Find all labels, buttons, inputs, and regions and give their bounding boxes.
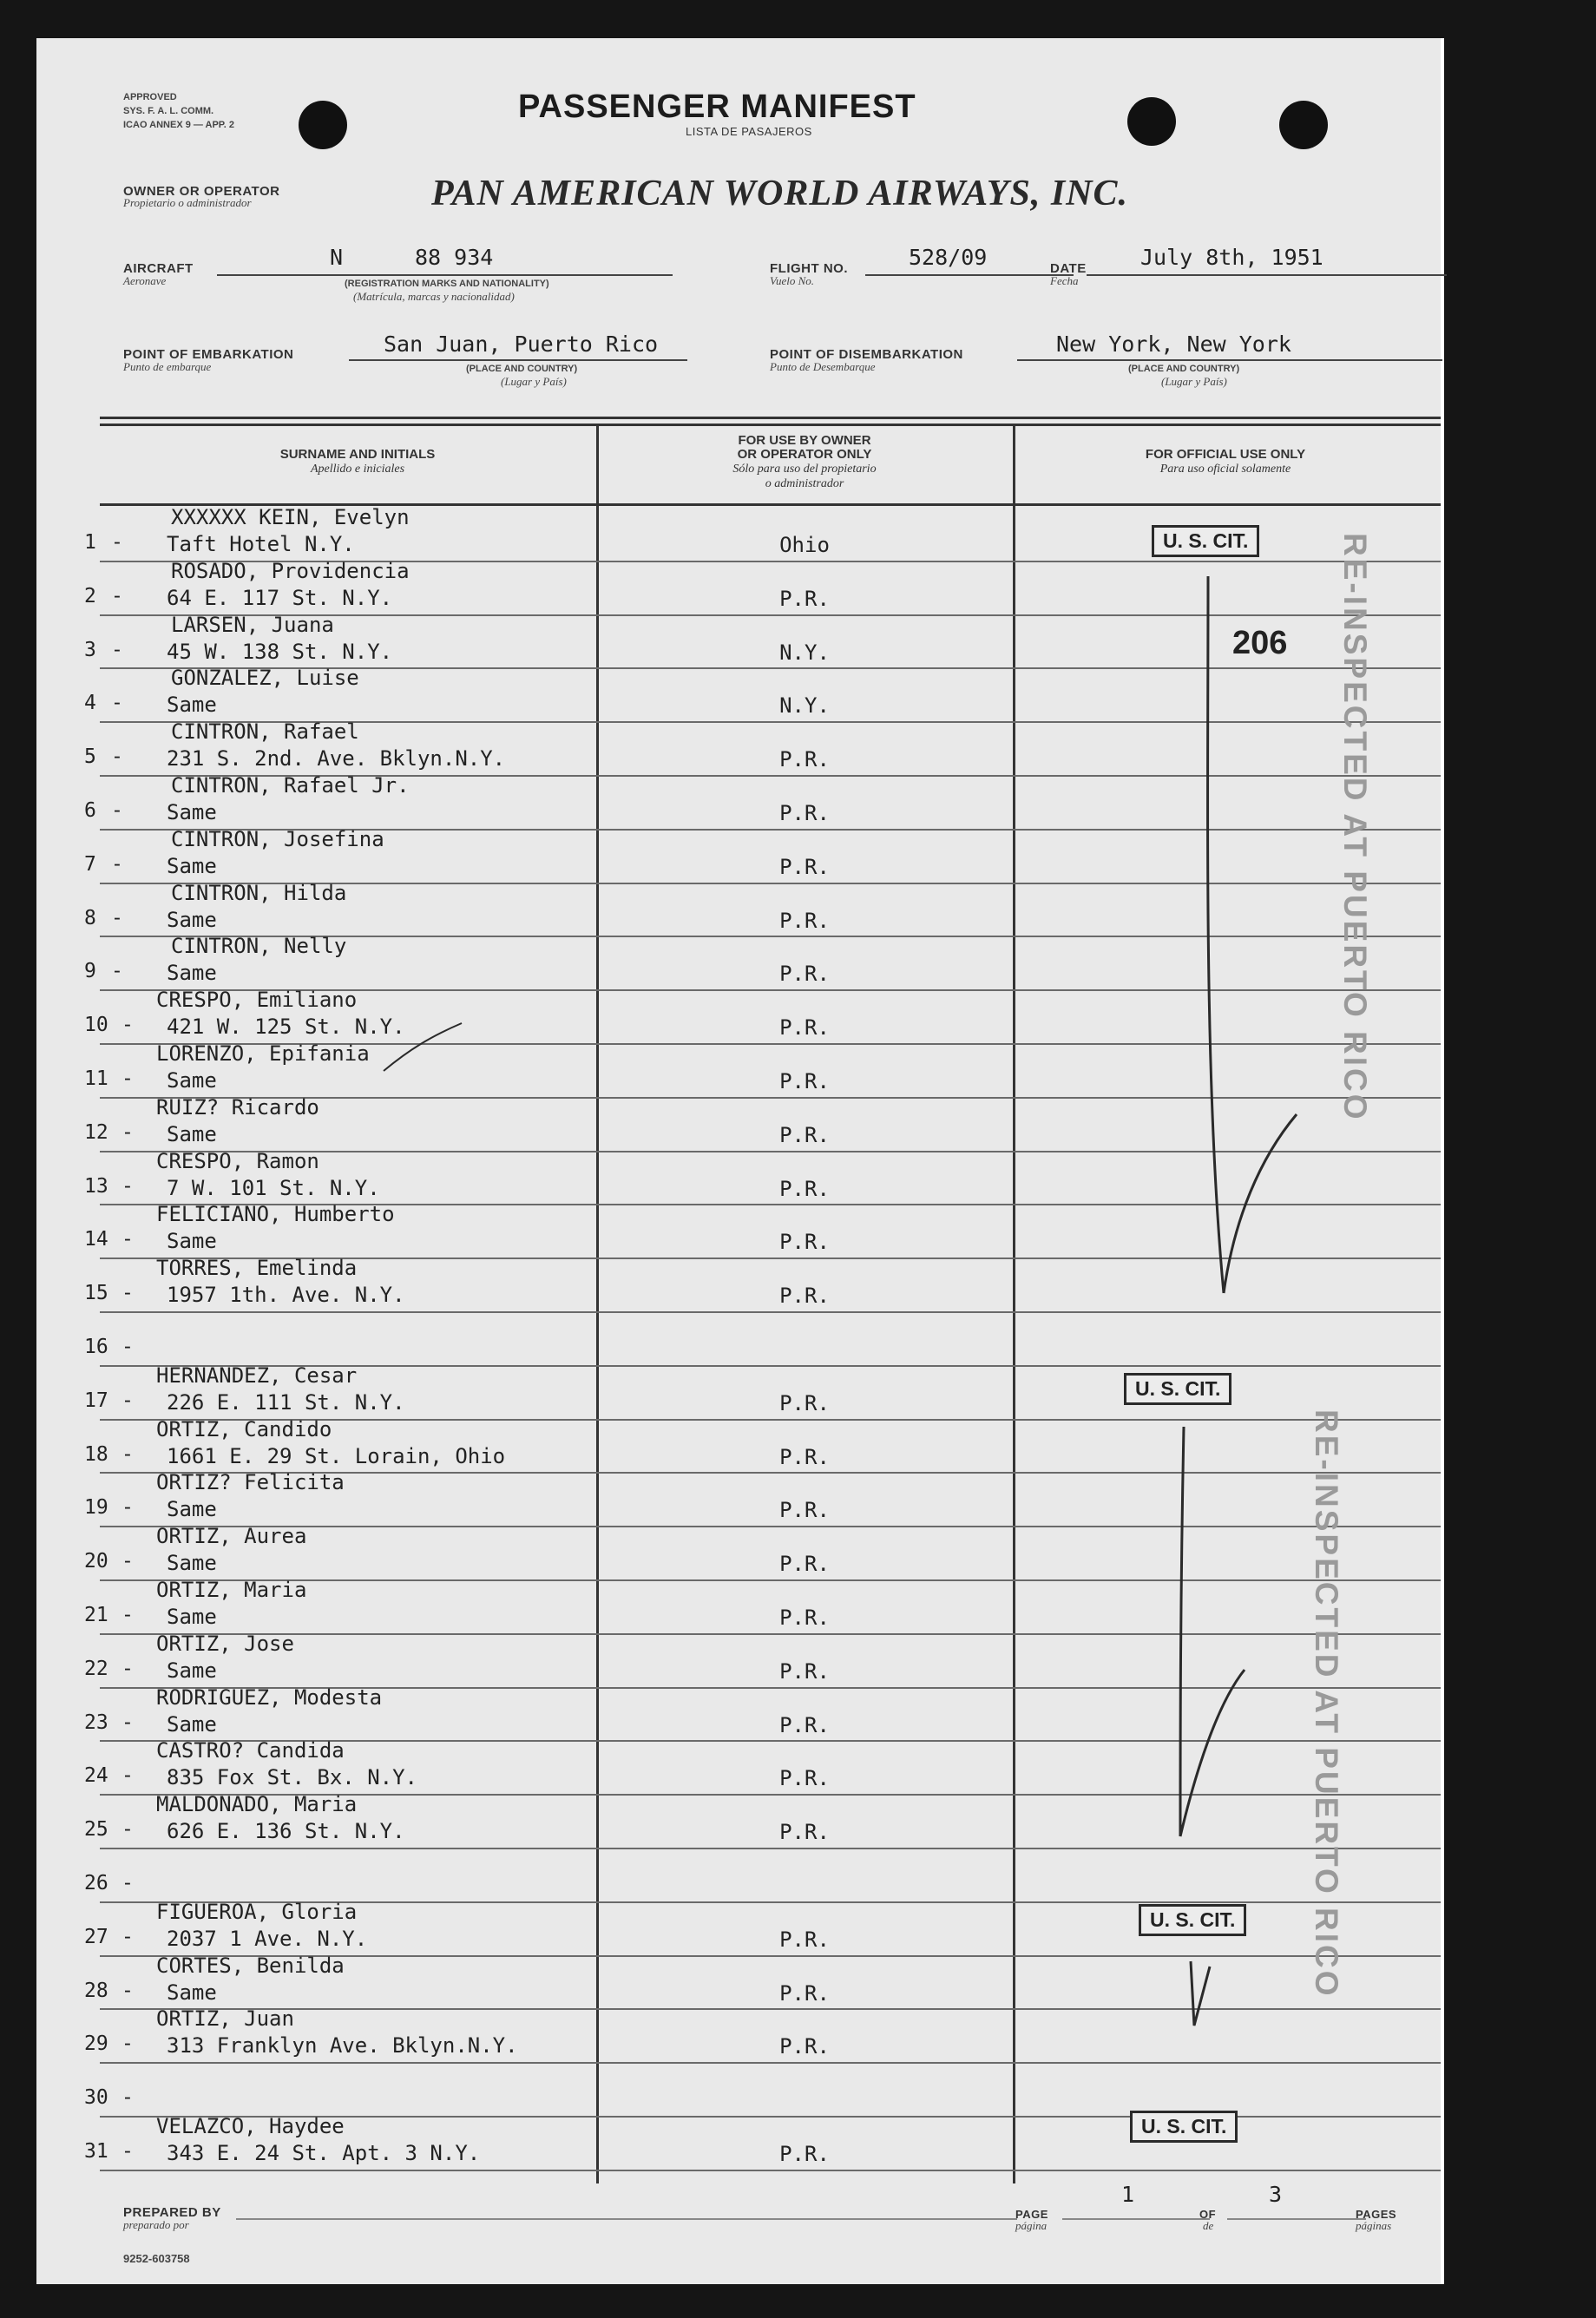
row-number-dash: - bbox=[111, 960, 123, 982]
approval-line: ICAO ANNEX 9 — APP. 2 bbox=[123, 120, 234, 130]
embark-place-sub-es: (Lugar y País) bbox=[501, 375, 567, 388]
row-number-dash: - bbox=[122, 2140, 134, 2163]
punch-hole bbox=[1127, 97, 1176, 146]
aircraft-label-es: Aeronave bbox=[123, 274, 167, 287]
destination-code: P.R. bbox=[779, 747, 830, 772]
passenger-address: 231 S. 2nd. Ave. Bklyn.N.Y. bbox=[167, 746, 506, 771]
row-number: 31 bbox=[84, 2140, 108, 2163]
passenger-name: ORTIZ, Aurea bbox=[156, 1524, 307, 1548]
approval-line: SYS. F. A. L. COMM. bbox=[123, 106, 214, 116]
passenger-row bbox=[36, 1848, 1441, 1901]
row-number-dash: - bbox=[111, 639, 123, 661]
destination-code: N.Y. bbox=[779, 693, 830, 718]
row-number: 16 bbox=[84, 1336, 108, 1358]
row-number: 15 bbox=[84, 1282, 108, 1304]
aircraft-prefix: N bbox=[330, 245, 344, 270]
row-number-dash: - bbox=[122, 2086, 134, 2109]
destination-code: P.R. bbox=[779, 1177, 830, 1201]
passenger-row bbox=[36, 2062, 1441, 2116]
pages-label-es: páginas bbox=[1356, 2219, 1392, 2232]
passenger-name: CINTRON, Rafael Jr. bbox=[171, 773, 410, 798]
row-number-dash: - bbox=[111, 585, 123, 607]
manifest-sheet bbox=[36, 38, 1444, 2284]
destination-code: P.R. bbox=[779, 1498, 830, 1522]
row-number: 9 bbox=[84, 960, 96, 982]
aircraft-label: AIRCRAFT bbox=[123, 261, 194, 276]
passenger-name: FIGUEROA, Gloria bbox=[156, 1900, 358, 1924]
disembark-label: POINT OF DISEMBARKATION bbox=[770, 347, 963, 362]
row-number: 19 bbox=[84, 1496, 108, 1519]
row-number: 18 bbox=[84, 1443, 108, 1466]
destination-code: P.R. bbox=[779, 1981, 830, 2006]
passenger-row bbox=[36, 1955, 1441, 2009]
row-number-dash: - bbox=[122, 1282, 134, 1304]
destination-code: P.R. bbox=[779, 2142, 830, 2166]
passenger-name: ROSADO, Providencia bbox=[171, 559, 410, 583]
flight-label-es: Vuelo No. bbox=[770, 274, 815, 287]
row-number-dash: - bbox=[111, 799, 123, 822]
destination-code: P.R. bbox=[779, 1123, 830, 1147]
embark-label: POINT OF EMBARKATION bbox=[123, 347, 294, 362]
us-cit-stamp: U. S. CIT. bbox=[1124, 1373, 1231, 1405]
destination-code: P.R. bbox=[779, 1713, 830, 1737]
passenger-name: ORTIZ, Candido bbox=[156, 1417, 332, 1441]
passenger-address: Same bbox=[167, 1658, 217, 1683]
passenger-row bbox=[36, 829, 1441, 883]
row-number: 27 bbox=[84, 1926, 108, 1948]
flight-value: 528/09 bbox=[909, 245, 988, 270]
destination-code: Ohio bbox=[779, 533, 830, 557]
passenger-name: ORTIZ, Juan bbox=[156, 2006, 294, 2031]
row-number-dash: - bbox=[122, 1550, 134, 1573]
destination-code: P.R. bbox=[779, 1391, 830, 1415]
passenger-row bbox=[36, 667, 1441, 721]
row-number: 24 bbox=[84, 1764, 108, 1787]
of-label-es: de bbox=[1203, 2219, 1214, 2232]
row-number: 13 bbox=[84, 1175, 108, 1198]
passenger-row bbox=[36, 1204, 1441, 1257]
reinspected-stamp: RE-INSPECTED AT PUERTO RICO bbox=[1309, 1409, 1344, 1999]
passenger-address: Same bbox=[167, 908, 217, 932]
destination-code: P.R. bbox=[779, 2034, 830, 2059]
passenger-name: LARSEN, Juana bbox=[171, 613, 334, 637]
passenger-address: 1957 1th. Ave. N.Y. bbox=[167, 1283, 405, 1307]
passenger-row bbox=[36, 1794, 1441, 1848]
disembark-value: New York, New York bbox=[1056, 332, 1291, 357]
form-code: 9252-603758 bbox=[123, 2252, 190, 2265]
passenger-address: Same bbox=[167, 1551, 217, 1575]
passenger-address: Same bbox=[167, 961, 217, 985]
row-number-dash: - bbox=[122, 1496, 134, 1519]
passenger-row bbox=[36, 1151, 1441, 1205]
row-number: 17 bbox=[84, 1389, 108, 1412]
destination-code: P.R. bbox=[779, 1445, 830, 1469]
passenger-address: 2037 1 Ave. N.Y. bbox=[167, 1927, 368, 1951]
aircraft-sub: (REGISTRATION MARKS AND NATIONALITY) bbox=[345, 279, 549, 289]
row-number-dash: - bbox=[122, 1228, 134, 1251]
passenger-address: 626 E. 136 St. N.Y. bbox=[167, 1819, 405, 1843]
row-number: 20 bbox=[84, 1550, 108, 1573]
passenger-name: RODRIGUEZ, Modesta bbox=[156, 1685, 383, 1710]
page-subtitle: LISTA DE PASAJEROS bbox=[686, 125, 812, 138]
row-number: 6 bbox=[84, 799, 96, 822]
row-rule bbox=[100, 2170, 1441, 2171]
row-number-dash: - bbox=[122, 1658, 134, 1680]
row-number: 7 bbox=[84, 853, 96, 876]
row-number-dash: - bbox=[122, 1711, 134, 1734]
row-number: 21 bbox=[84, 1604, 108, 1626]
page-label-es: página bbox=[1015, 2219, 1048, 2232]
destination-code: P.R. bbox=[779, 909, 830, 933]
passenger-address: 835 Fox St. Bx. N.Y. bbox=[167, 1765, 417, 1789]
approval-line: APPROVED bbox=[123, 92, 177, 102]
passenger-name: CORTES, Benilda bbox=[156, 1954, 345, 1978]
passenger-name: TORRES, Emelinda bbox=[156, 1256, 358, 1280]
page-title: PASSENGER MANIFEST bbox=[518, 89, 916, 125]
passenger-name: CRESPO, Ramon bbox=[156, 1149, 319, 1173]
passenger-name: RUIZ? Ricardo bbox=[156, 1095, 319, 1120]
row-number-dash: - bbox=[111, 692, 123, 714]
row-number-dash: - bbox=[122, 1014, 134, 1036]
passenger-name: LORENZO, Epifania bbox=[156, 1041, 370, 1066]
passenger-row bbox=[36, 1633, 1441, 1687]
passenger-name: GONZALEZ, Luise bbox=[171, 666, 359, 690]
row-number: 23 bbox=[84, 1711, 108, 1734]
reinspected-stamp: RE-INSPECTED AT PUERTO RICO bbox=[1337, 533, 1373, 1122]
passenger-row bbox=[36, 561, 1441, 614]
destination-code: P.R. bbox=[779, 1069, 830, 1093]
disembark-place-sub-es: (Lugar y País) bbox=[1161, 375, 1227, 388]
destination-code: P.R. bbox=[779, 801, 830, 825]
row-number-dash: - bbox=[122, 1872, 134, 1894]
row-number: 30 bbox=[84, 2086, 108, 2109]
row-number: 12 bbox=[84, 1121, 108, 1144]
embark-value: San Juan, Puerto Rico bbox=[384, 332, 659, 357]
passenger-name: CINTRON, Josefina bbox=[171, 827, 384, 851]
owner-label: OWNER OR OPERATOR bbox=[123, 184, 280, 199]
destination-code: P.R. bbox=[779, 587, 830, 611]
row-number-dash: - bbox=[122, 1764, 134, 1787]
date-value: July 8th, 1951 bbox=[1140, 245, 1323, 270]
punch-hole bbox=[299, 101, 347, 149]
destination-code: P.R. bbox=[779, 1230, 830, 1254]
column-header-surname: SURNAME AND INITIALS Apellido e iniciales bbox=[279, 447, 436, 476]
passenger-name: CASTRO? Candida bbox=[156, 1738, 345, 1763]
us-cit-stamp: U. S. CIT. bbox=[1139, 1904, 1246, 1936]
passenger-name: CINTRON, Hilda bbox=[171, 881, 347, 905]
row-number-dash: - bbox=[122, 1443, 134, 1466]
row-number: 10 bbox=[84, 1014, 108, 1036]
passenger-row bbox=[36, 883, 1441, 936]
passenger-address: Same bbox=[167, 1712, 217, 1737]
passenger-row bbox=[36, 1740, 1441, 1794]
passenger-row bbox=[36, 1419, 1441, 1473]
destination-code: P.R. bbox=[779, 1766, 830, 1790]
row-number: 1 bbox=[84, 531, 96, 554]
passenger-address: Same bbox=[167, 693, 217, 717]
row-number-dash: - bbox=[122, 1818, 134, 1841]
column-header-official-use: FOR OFFICIAL USE ONLY Para uso oficial solamente bbox=[1145, 447, 1306, 476]
passenger-name: ORTIZ, Jose bbox=[156, 1632, 294, 1656]
passenger-name: CINTRON, Rafael bbox=[171, 719, 359, 744]
passenger-row bbox=[36, 1687, 1441, 1741]
row-number: 2 bbox=[84, 585, 96, 607]
row-number: 26 bbox=[84, 1872, 108, 1894]
page-value: 1 bbox=[1121, 2182, 1135, 2207]
flight-label: FLIGHT NO. bbox=[770, 261, 848, 276]
passenger-row bbox=[36, 2008, 1441, 2062]
passenger-name: ORTIZ, Maria bbox=[156, 1578, 307, 1602]
passenger-row bbox=[36, 1043, 1441, 1097]
page-label: PAGE bbox=[1015, 2208, 1048, 2221]
passenger-address: 421 W. 125 St. N.Y. bbox=[167, 1015, 405, 1039]
passenger-address: 313 Franklyn Ave. Bklyn.N.Y. bbox=[167, 2033, 518, 2058]
passenger-address: 64 E. 117 St. N.Y. bbox=[167, 586, 393, 610]
aircraft-sub-es: (Matrícula, marcas y nacionalidad) bbox=[353, 290, 515, 303]
passenger-name: CRESPO, Emiliano bbox=[156, 988, 358, 1012]
row-number-dash: - bbox=[122, 1926, 134, 1948]
destination-code: P.R. bbox=[779, 1659, 830, 1684]
row-number: 22 bbox=[84, 1658, 108, 1680]
passenger-row bbox=[36, 721, 1441, 775]
passenger-name: ORTIZ? Felicita bbox=[156, 1470, 345, 1494]
passenger-address: Same bbox=[167, 1068, 217, 1093]
row-number: 28 bbox=[84, 1980, 108, 2002]
passenger-row bbox=[36, 1526, 1441, 1579]
row-number: 25 bbox=[84, 1818, 108, 1841]
row-number-dash: - bbox=[122, 1175, 134, 1198]
row-number: 4 bbox=[84, 692, 96, 714]
passenger-name: MALDONADO, Maria bbox=[156, 1792, 358, 1816]
row-number-dash: - bbox=[122, 1980, 134, 2002]
prepared-label-es: preparado por bbox=[123, 2218, 189, 2231]
passenger-row bbox=[36, 1579, 1441, 1633]
passenger-address: Same bbox=[167, 1497, 217, 1521]
pages-label: PAGES bbox=[1356, 2208, 1397, 2221]
row-number: 11 bbox=[84, 1067, 108, 1090]
row-number-dash: - bbox=[111, 907, 123, 929]
row-number-dash: - bbox=[122, 1067, 134, 1090]
passenger-address: Same bbox=[167, 800, 217, 824]
row-number: 5 bbox=[84, 745, 96, 768]
destination-code: P.R. bbox=[779, 1284, 830, 1308]
passenger-name: FELICIANO, Humberto bbox=[156, 1202, 395, 1226]
prepared-label: PREPARED BY bbox=[123, 2205, 221, 2220]
row-number: 29 bbox=[84, 2032, 108, 2055]
row-number-dash: - bbox=[122, 1389, 134, 1412]
row-number-dash: - bbox=[122, 1121, 134, 1144]
row-number-dash: - bbox=[122, 2032, 134, 2055]
disembark-place-sub: (PLACE AND COUNTRY) bbox=[1128, 364, 1240, 374]
destination-code: N.Y. bbox=[779, 640, 830, 665]
of-value: 3 bbox=[1269, 2182, 1283, 2207]
passenger-row bbox=[36, 614, 1441, 668]
passenger-address: Same bbox=[167, 1122, 217, 1146]
us-cit-stamp: U. S. CIT. bbox=[1130, 2111, 1238, 2143]
passenger-name: VELAZCO, Haydee bbox=[156, 2114, 345, 2138]
us-cit-stamp: U. S. CIT. bbox=[1152, 525, 1259, 557]
row-number-dash: - bbox=[111, 853, 123, 876]
passenger-row bbox=[36, 1472, 1441, 1526]
passenger-address: 7 W. 101 St. N.Y. bbox=[167, 1176, 380, 1200]
destination-code: P.R. bbox=[779, 1820, 830, 1844]
passenger-address: 226 E. 111 St. N.Y. bbox=[167, 1390, 405, 1415]
aircraft-value: 88 934 bbox=[415, 245, 494, 270]
destination-code: P.R. bbox=[779, 962, 830, 986]
passenger-address: Taft Hotel N.Y. bbox=[167, 532, 355, 556]
punch-hole bbox=[1279, 101, 1328, 149]
passenger-name: HERNANDEZ, Cesar bbox=[156, 1363, 358, 1388]
row-number-dash: - bbox=[122, 1604, 134, 1626]
passenger-row bbox=[36, 989, 1441, 1043]
passenger-address: 45 W. 138 St. N.Y. bbox=[167, 640, 393, 664]
passenger-row bbox=[36, 1311, 1441, 1365]
passenger-row bbox=[36, 1257, 1441, 1311]
row-number: 3 bbox=[84, 639, 96, 661]
destination-code: P.R. bbox=[779, 1927, 830, 1952]
passenger-address: Same bbox=[167, 1980, 217, 2005]
row-number-dash: - bbox=[122, 1336, 134, 1358]
destination-code: P.R. bbox=[779, 1606, 830, 1630]
embark-label-es: Punto de embarque bbox=[123, 360, 212, 373]
passenger-name: CINTRON, Nelly bbox=[171, 934, 347, 958]
passenger-address: Same bbox=[167, 854, 217, 878]
tally-number: 206 bbox=[1232, 625, 1288, 661]
of-label: OF bbox=[1199, 2208, 1217, 2221]
row-number-dash: - bbox=[111, 745, 123, 768]
column-header-owner-use: FOR USE BY OWNER OR OPERATOR ONLY Sólo para uso del propietario o administrador bbox=[732, 433, 877, 490]
destination-code: P.R. bbox=[779, 855, 830, 879]
owner-label-es: Propietario o administrador bbox=[123, 196, 252, 209]
passenger-address: 1661 E. 29 St. Lorain, Ohio bbox=[167, 1444, 506, 1468]
row-number-dash: - bbox=[111, 531, 123, 554]
disembark-label-es: Punto de Desembarque bbox=[770, 360, 876, 373]
passenger-row bbox=[36, 1097, 1441, 1151]
row-number: 14 bbox=[84, 1228, 108, 1251]
destination-code: P.R. bbox=[779, 1015, 830, 1040]
date-label: DATE bbox=[1050, 261, 1087, 276]
passenger-address: Same bbox=[167, 1605, 217, 1629]
destination-code: P.R. bbox=[779, 1552, 830, 1576]
passenger-address: 343 E. 24 St. Apt. 3 N.Y. bbox=[167, 2141, 481, 2165]
passenger-row bbox=[36, 936, 1441, 989]
embark-place-sub: (PLACE AND COUNTRY) bbox=[466, 364, 578, 374]
row-number: 8 bbox=[84, 907, 96, 929]
passenger-name: XXXXXX KEIN, Evelyn bbox=[171, 505, 410, 529]
passenger-row bbox=[36, 775, 1441, 829]
passenger-address: Same bbox=[167, 1229, 217, 1253]
owner-value: PAN AMERICAN WORLD AIRWAYS, INC. bbox=[431, 174, 1129, 213]
date-label-es: Fecha bbox=[1050, 274, 1079, 287]
